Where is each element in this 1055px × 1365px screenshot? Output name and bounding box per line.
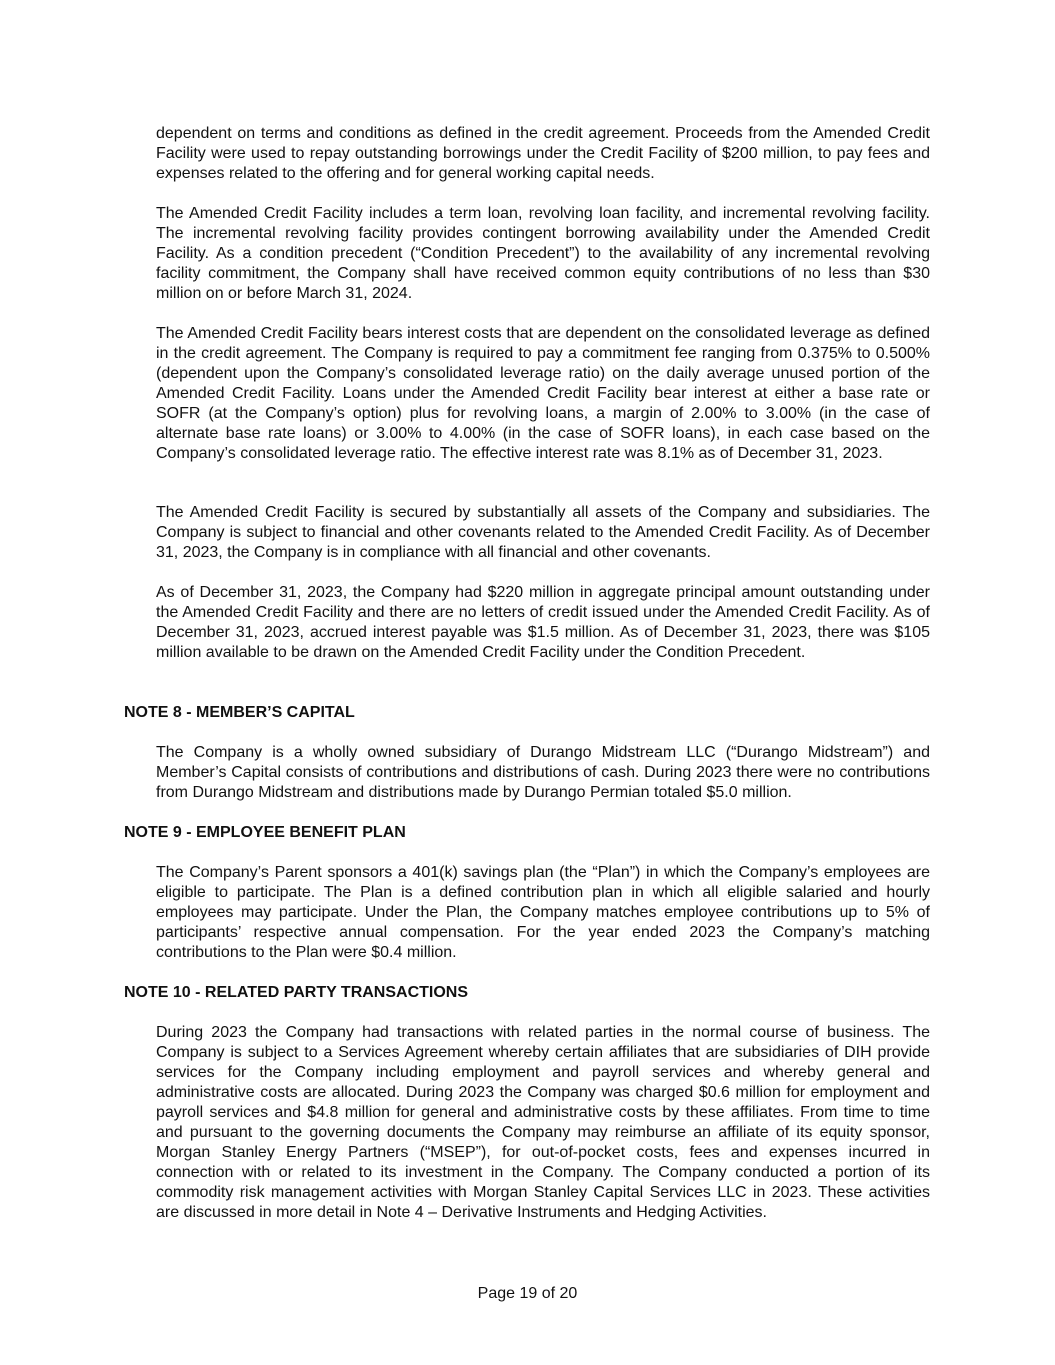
- paragraph-credit-facility-outstanding: As of December 31, 2023, the Company had $220 million in aggregate principal amount outstanding under the Amended Credit Facility and there are no letters of credit issued under the Amended Credit Facility. As of December 31, 2023, accrued interest payable was $1.5 million. As of December 31, 2023, there was $105 million available to be drawn on the Amended Credit Facility under the Condition Precedent.: [156, 584, 930, 661]
- paragraph-credit-facility-components: The Amended Credit Facility includes a term loan, revolving loan facility, and incremental revolving facility. The incremental revolving facility provides contingent borrowing availability under the Amended Credit Facility. As a condition precedent (“Condition Precedent”) to the availability of any incremental revolving facility commitment, the Company shall have received common equity contributions of no less than $30 million on or before March 31, 2024.: [156, 205, 930, 302]
- note-9-body: The Company’s Parent sponsors a 401(k) savings plan (the “Plan”) in which the Company’s employees are eligible to participate. The Plan is a defined contribution plan in which all eligible salaried and hourly employees may participate. Under the Plan, the Company matches employee contributions up to 5% of participants’ respective annual compensation. For the year ended 2023 the Company’s matching contributions to the Plan were $0.4 million.: [156, 864, 930, 961]
- note-8-body: The Company is a wholly owned subsidiary of Durango Midstream LLC (“Durango Midstream”) and Member’s Capital consists of contributions and distributions of cash. During 2023 there were no contributions from Durango Midstream and distributions made by Durango Permian totaled $5.0 million.: [156, 744, 930, 801]
- paragraph-credit-facility-security: The Amended Credit Facility is secured by substantially all assets of the Company and subsidiaries. The Company is subject to financial and other covenants related to the Amended Credit Facility. As of December 31, 2023, the Company is in compliance with all financial and other covenants.: [156, 504, 930, 561]
- page-number: Page 19 of 20: [477, 1285, 578, 1302]
- note-9-heading: NOTE 9 - EMPLOYEE BENEFIT PLAN: [124, 824, 406, 841]
- paragraph-credit-facility-interest: The Amended Credit Facility bears interest costs that are dependent on the consolidated leverage as defined in the credit agreement. The Company is required to pay a commitment fee ranging from 0.375% to 0.500% (dependent upon the Company’s consolidated leverage ratio) on the daily average unused portion of the Amended Credit Facility. Loans under the Amended Credit Facility bear interest at either a base rate or SOFR (at the Company’s option) plus for revolving loans, a margin of 2.00% to 3.00% (in the case of alternate base rate loans) or 3.00% to 4.00% (in the case of SOFR loans), in each case based on the Company’s consolidated leverage ratio. The effective interest rate was 8.1% as of December 31, 2023.: [156, 325, 930, 462]
- paragraph-credit-facility-proceeds: dependent on terms and conditions as defined in the credit agreement. Proceeds from the Amended Credit Facility were used to repay outstanding borrowings under the Credit Facility of $200 million, to pay fees and expenses related to the offering and for general working capital needs.: [156, 125, 930, 182]
- note-8-heading: NOTE 8 - MEMBER’S CAPITAL: [124, 704, 355, 721]
- note-10-body: During 2023 the Company had transactions with related parties in the normal course of business. The Company is subject to a Services Agreement whereby certain affiliates that are subsidiaries of DIH provide services for the Company including employment and payroll services and whereby general and administrative costs are allocated. During 2023 the Company was charged $0.6 million for employment and payroll services and $4.8 million for general and administrative costs by these affiliates. From time to time and pursuant to the governing documents the Company may reimburse an affiliate of its equity sponsor, Morgan Stanley Energy Partners (“MSEP”), for out-of-pocket costs, fees and expenses incurred in connection with or related to its investment in the Company. The Company conducted a portion of its commodity risk management activities with Morgan Stanley Capital Services LLC in 2023. These activities are discussed in more detail in Note 4 – Derivative Instruments and Hedging Activities.: [156, 1024, 930, 1221]
- note-10-heading: NOTE 10 - RELATED PARTY TRANSACTIONS: [124, 984, 469, 1001]
